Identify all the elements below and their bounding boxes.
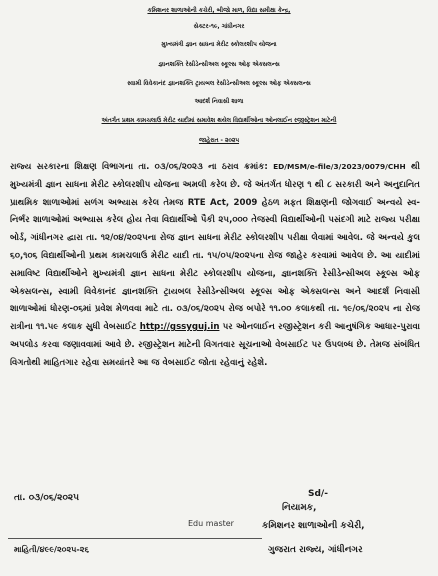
signature-mark: Sd/- (308, 489, 328, 499)
rte-act: RTE Act, 2009 (187, 197, 258, 208)
body-paragraph (10, 158, 420, 373)
signer-office: કમિશનર શાળાઓની કચેરી, (262, 521, 365, 531)
scheme-title-4: આદર્શ નિવાસી શાળા (194, 99, 244, 105)
notice-date: તા. ૦૩/૦૬/૨૦૨૫ (14, 493, 80, 503)
sector-line: સેક્ટર-૧૯, ગાંધીનગર (193, 24, 245, 30)
website-link[interactable]: http://gssyguj.in (139, 322, 220, 333)
signer-place: ગુજરાત રાજ્ય, ગાંધીનગર (268, 545, 363, 555)
watermark-text: Edu master (188, 519, 234, 528)
reference-number: માહિતી/૪૯૯/૨૦૨૫-૨૬ (14, 545, 89, 554)
body-text-d: પર ઓનલાઈન રજીસ્ટ્રેશન કરી આનુષંગિક આધાર-પુરાવા અપલોડ કરવા જણાવવામાં આવે છે. રજીસ્ટ્રેશન માટેની વિગતવાર સૂચનાઓ વેબસાઈટ પર ઉપલબ્ધ છે. તેમજ સંબંધિત વિગતોથી માહિતગાર રહેવા સમયાંતરે આ જ વેબસાઈટ જોતા રહેવાનું રહેશે. (10, 322, 421, 368)
resolution-number: ED/MSM/e-file/3/2023/0079/CHH (273, 162, 406, 171)
body-text-b: થી મુખ્યમંત્રી જ્ઞાન સાધના મેરીટ સ્કોલરશીપ યોજના અમલી કરેલ છે. જે અંતર્ગત ધોરણ ૧ થી ૮ સરકારી અને અનુદાનિત પ્રાથમિક શાળાઓમાં સળંગ અભ્યાસ કરેલ તેમજ (10, 162, 420, 208)
body-text-a: રાજ્ય સરકારના શિક્ષણ વિભાગના તા. ૦૩/૦૬/૨૦૨૩ ના ઠરાવ ક્રમાંક: (10, 162, 274, 172)
scheme-title-1: મુખ્યમંત્રી જ્ઞાન સાધના મેરીટ સ્કોલરશીપ યોજના (161, 42, 277, 48)
body-text-c: હેઠળ મફત શિક્ષણની જોગવાઈ અન્વયે સ્વ-નિર્ભર શાળાઓમાં અભ્યાસ કરેલ હોય તેવા વિદ્યાર્થીઓ પૈકી ૨૫,૦૦૦ તેજસ્વી વિદ્યાર્થીઓની પસંદગી માટે રાજ્ય પરીક્ષા બોર્ડ, ગાંધીનગર દ્વારા તા. ૧૨/૦૪/૨૦૨૫ના રોજ જ્ઞાન સાધના મેરીટ સ્કોલરશીપ પરીક્ષા લેવામાં આવેલ. જે અન્વયે કુલ ૬૦,૧૦૬ વિદ્યાર્થીઓની પ્રથમ કામચલાઉ મેરીટ યાદી તા. ૧૫/૦૫/૨૦૨૫ના રોજ જાહેર કરવામાં આવેલ છે. આ યાદીમાં સમાવિષ્ટ વિદ્યાર્થીઓને મુખ્યમંત્રી જ્ઞાન સાધના મેરીટ સ્કોલરશીપ યોજના, જ્ઞાનશક્તિ રેસીડેન્સીઅલ સ્કૂલ્સ ઓફ એક્સલન્સ, સ્વામી વિવેકાનંદ જ્ઞાનશક્તિ ટ્રાયબલ રેસીડેન્સીઅલ સ્કૂલ્સ ઓફ એક્સલન્સ અને આદર્શ નિવાસી શાળાઓમાં ધોરણ-૦૬માં પ્રવેશ મેળવવા માટે તા. ૦૩/૦૬/૨૦૨૫ રોજ બપોરે ૧૧.૦૦ કલાકથી તા. ૧૯/૦૬/૨૦૨૫ ના રોજ રાત્રીના ૧૧.૫૯ કલાક સુધી વેબસાઈટ (10, 197, 421, 333)
scheme-title-3: સ્વામી વિવેકાનંદ જ્ઞાનશક્તિ ટ્રાયબલ રેસીડેન્સીઅલ સ્કૂલ્સ ઓફ એક્સલન્સ (127, 80, 311, 87)
scheme-title-2: જ્ઞાનશક્તિ રેસીડેન્સીઅલ સ્કૂલ્સ ઓફ એક્સલન્સ (158, 61, 280, 68)
notice-title: જાહેરાત - ૨૦૨૫ (198, 138, 240, 144)
notice-body (10, 158, 420, 373)
signer-title: નિયામક, (282, 503, 317, 513)
office-address: કમિશનર શાળાઓની કચેરી, બીજો માળ, વિદ્યા સમીક્ષા કેન્દ્ર, (147, 8, 291, 14)
subject-line: અંતર્ગત પ્રથમ કામચલાઉ મેરીટ યાદીમાં સમાવેશ થયેલ વિદ્યાર્થીઓના ઓનલાઈન રજીસ્ટ્રેશન માટેની (101, 118, 337, 124)
